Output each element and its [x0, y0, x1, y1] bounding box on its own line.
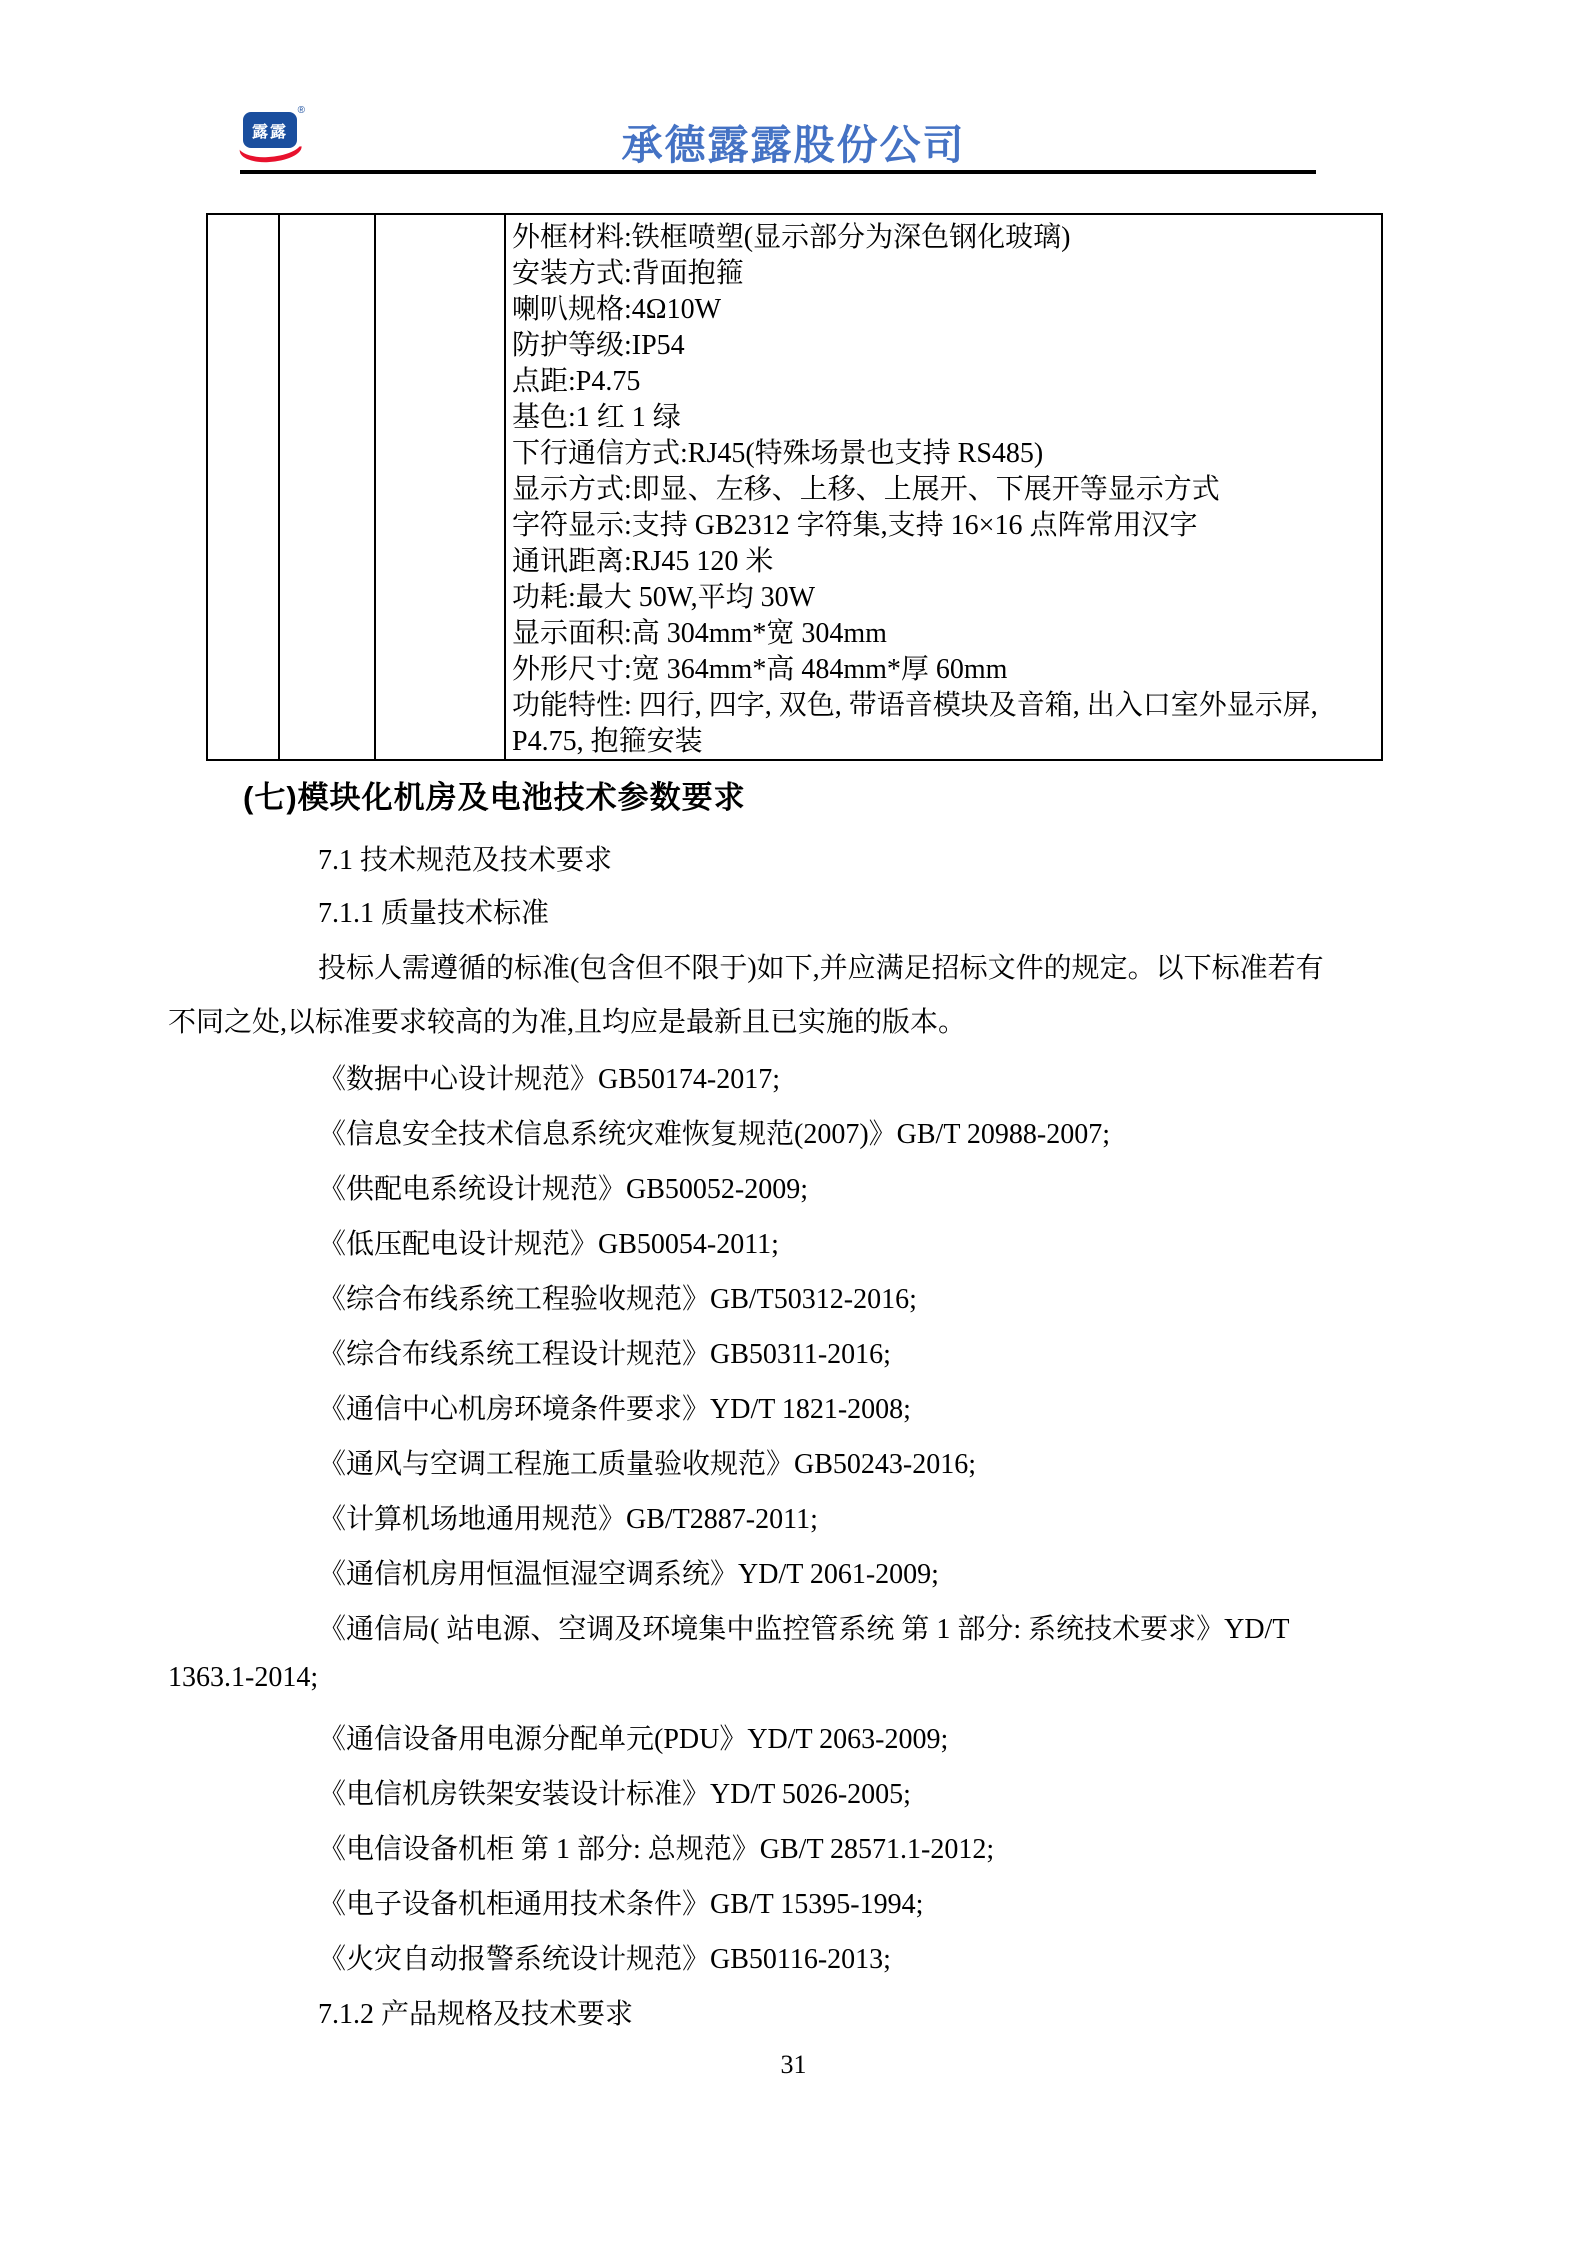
standard-item: 《火灾自动报警系统设计规范》GB50116-2013;	[318, 1944, 891, 1975]
standard-item: 《电信机房铁架安装设计标准》YD/T 5026-2005;	[318, 1779, 911, 1810]
standard-item: 《计算机场地通用规范》GB/T2887-2011;	[318, 1504, 818, 1535]
spec-table	[206, 213, 1383, 761]
spec-line: 外形尺寸:宽 364mm*高 484mm*厚 60mm	[512, 654, 1008, 685]
page-title: 承德露露股份公司	[621, 122, 966, 168]
paragraph-line: 不同之处,以标准要求较高的为准,且均应是最新且已实施的版本。	[168, 1007, 967, 1038]
standard-item-continuation: 1363.1-2014;	[168, 1662, 319, 1693]
spec-line: 通讯距离:RJ45 120 米	[512, 546, 774, 577]
spec-line: 显示面积:高 304mm*宽 304mm	[512, 618, 887, 649]
spec-line: 防护等级:IP54	[512, 330, 685, 361]
table-empty-cell-2	[280, 215, 376, 759]
standard-item: 《数据中心设计规范》GB50174-2017;	[318, 1064, 781, 1095]
standard-item: 《低压配电设计规范》GB50054-2011;	[318, 1229, 779, 1260]
spec-line: 安装方式:背面抱箍	[512, 258, 744, 289]
sub-heading-7-1-1: 7.1.1 质量技术标准	[318, 898, 550, 929]
standard-item: 《通信设备用电源分配单元(PDU》YD/T 2063-2009;	[318, 1724, 949, 1755]
logo-text: 露露	[251, 123, 288, 141]
spec-line: 基色:1 红 1 绿	[512, 402, 681, 433]
sub-heading-7-1: 7.1 技术规范及技术要求	[318, 845, 613, 876]
standard-item: 《通信局( 站电源、空调及环境集中监控管系统 第 1 部分: 系统技术要求》YD/T	[318, 1614, 1290, 1645]
spec-line: 点距:P4.75	[512, 366, 641, 397]
standard-item: 《电子设备机柜通用技术条件》GB/T 15395-1994;	[318, 1889, 924, 1920]
page-number: 31	[780, 2050, 807, 2079]
standard-item: 《综合布线系统工程设计规范》GB50311-2016;	[318, 1339, 891, 1370]
standard-item: 《信息安全技术信息系统灾难恢复规范(2007)》GB/T 20988-2007;	[318, 1119, 1111, 1150]
spec-line: 功耗:最大 50W,平均 30W	[512, 582, 816, 613]
sub-heading-7-1-2: 7.1.2 产品规格及技术要求	[318, 1999, 634, 2030]
spec-line: 下行通信方式:RJ45(特殊场景也支持 RS485)	[512, 438, 1044, 469]
registered-trademark-icon: ®	[297, 105, 305, 116]
spec-line: P4.75, 抱箍安装	[512, 726, 703, 757]
spec-line: 字符显示:支持 GB2312 字符集,支持 16×16 点阵常用汉字	[512, 510, 1198, 541]
section-heading: (七)模块化机房及电池技术参数要求	[243, 780, 746, 815]
standard-item: 《电信设备机柜 第 1 部分: 总规范》GB/T 28571.1-2012;	[318, 1834, 995, 1865]
table-empty-cell-1	[208, 215, 280, 759]
standard-item: 《通信中心机房环境条件要求》YD/T 1821-2008;	[318, 1394, 911, 1425]
standard-item: 《综合布线系统工程验收规范》GB/T50312-2016;	[318, 1284, 917, 1315]
standard-item: 《通信机房用恒温恒湿空调系统》YD/T 2061-2009;	[318, 1559, 939, 1590]
spec-line: 喇叭规格:4Ω10W	[512, 294, 722, 325]
spec-line: 功能特性: 四行, 四字, 双色, 带语音模块及音箱, 出入口室外显示屏,	[512, 690, 1318, 721]
standard-item: 《通风与空调工程施工质量验收规范》GB50243-2016;	[318, 1449, 977, 1480]
header-divider	[240, 170, 1316, 174]
standard-item: 《供配电系统设计规范》GB50052-2009;	[318, 1174, 809, 1205]
table-spec-cell	[506, 215, 1381, 759]
spec-line: 显示方式:即显、左移、上移、上展开、下展开等显示方式	[512, 474, 1220, 505]
spec-line: 外框材料:铁框喷塑(显示部分为深色钢化玻璃)	[512, 222, 1071, 253]
paragraph-line: 投标人需遵循的标准(包含但不限于)如下,并应满足招标文件的规定。以下标准若有	[318, 953, 1324, 984]
table-empty-cell-3	[376, 215, 506, 759]
